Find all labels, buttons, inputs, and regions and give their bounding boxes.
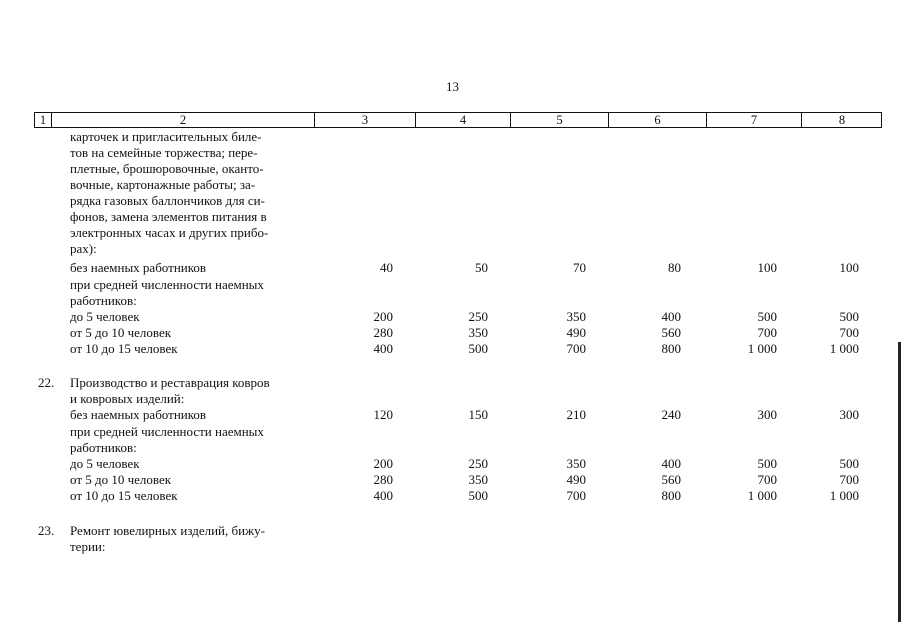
cell-col8: 700 <box>839 472 859 487</box>
row-label: до 5 человек <box>70 456 140 471</box>
cell-col6: 400 <box>661 456 681 471</box>
row-label-no-workers: без наемных работников <box>70 260 207 275</box>
cell-col6: 560 <box>661 472 681 487</box>
row-label-no-workers: без наемных работников <box>70 407 207 422</box>
cell-col7: 700 <box>757 472 777 487</box>
cell-col4: 150 <box>468 407 488 422</box>
description-line: вочные, картонажные работы; за- <box>70 177 256 192</box>
description-line: фонов, замена элементов питания в <box>70 209 267 224</box>
description-line: карточек и пригласительных биле- <box>70 129 262 144</box>
cell-col6: 240 <box>661 407 681 422</box>
item-number: 22. <box>38 375 55 390</box>
item-title: Ремонт ювелирных изделий, бижу- <box>70 523 265 538</box>
cell-col3: 280 <box>373 325 393 340</box>
avg-workers-label: при средней численности наемных <box>70 424 264 439</box>
column-header-8: 8 <box>838 113 846 127</box>
item-title: и ковровых изделий: <box>70 391 185 406</box>
description-line: тов на семейные торжества; пере- <box>70 145 258 160</box>
cell-col6: 400 <box>661 309 681 324</box>
cell-col8: 1 000 <box>829 488 859 503</box>
cell-col4: 250 <box>468 309 488 324</box>
cell-col5: 700 <box>566 488 586 503</box>
cell-col6: 560 <box>661 325 681 340</box>
cell-col7: 500 <box>757 309 777 324</box>
cell-col8: 700 <box>839 325 859 340</box>
row-label: от 10 до 15 человек <box>70 488 178 503</box>
row-label: от 5 до 10 человек <box>70 472 172 487</box>
description-line: плетные, брошюровочные, оканто- <box>70 161 264 176</box>
cell-col7: 100 <box>757 260 777 275</box>
description-line: рах): <box>70 241 97 256</box>
cell-col3: 40 <box>380 260 393 275</box>
column-header-2: 2 <box>179 113 187 127</box>
cell-col3: 280 <box>373 472 393 487</box>
cell-col3: 400 <box>373 341 393 356</box>
row-label: от 10 до 15 человек <box>70 341 178 356</box>
cell-col8: 500 <box>839 456 859 471</box>
cell-col8: 1 000 <box>829 341 859 356</box>
cell-col5: 490 <box>566 472 586 487</box>
cell-col7: 500 <box>757 456 777 471</box>
row-label: до 5 человек <box>70 309 140 324</box>
cell-col8: 500 <box>839 309 859 324</box>
cell-col7: 300 <box>757 407 777 422</box>
column-header-4: 4 <box>459 113 467 127</box>
column-header-7: 7 <box>750 113 758 127</box>
cell-col4: 350 <box>468 325 488 340</box>
column-header-1: 1 <box>39 113 47 127</box>
cell-col3: 400 <box>373 488 393 503</box>
avg-workers-label: при средней численности наемных <box>70 277 264 292</box>
cell-col8: 100 <box>839 260 859 275</box>
column-header-5: 5 <box>556 113 563 127</box>
description-line: электронных часах и других прибо- <box>70 225 269 240</box>
cell-col5: 350 <box>566 456 586 471</box>
cell-col3: 200 <box>373 309 393 324</box>
item-title: терии: <box>70 539 106 554</box>
description-line: рядка газовых баллончиков для си- <box>70 193 265 208</box>
avg-workers-label: работников: <box>70 293 137 308</box>
scan-edge-mark <box>898 342 901 622</box>
cell-col3: 200 <box>373 456 393 471</box>
cell-col5: 210 <box>566 407 586 422</box>
cell-col4: 500 <box>468 341 488 356</box>
cell-col6: 80 <box>668 260 681 275</box>
cell-col4: 250 <box>468 456 488 471</box>
cell-col5: 490 <box>566 325 586 340</box>
page-number: 13 <box>446 79 459 94</box>
cell-col5: 700 <box>566 341 586 356</box>
cell-col4: 350 <box>468 472 488 487</box>
cell-col7: 700 <box>757 325 777 340</box>
avg-workers-label: работников: <box>70 440 137 455</box>
cell-col4: 50 <box>475 260 488 275</box>
cell-col3: 120 <box>373 407 393 422</box>
item-number: 23. <box>38 523 55 538</box>
column-header-3: 3 <box>361 113 369 127</box>
cell-col6: 800 <box>661 341 681 356</box>
cell-col7: 1 000 <box>747 488 777 503</box>
column-header-6: 6 <box>654 113 661 127</box>
cell-col7: 1 000 <box>747 341 777 356</box>
cell-col5: 350 <box>566 309 586 324</box>
cell-col5: 70 <box>573 260 586 275</box>
cell-col6: 800 <box>661 488 681 503</box>
row-label: от 5 до 10 человек <box>70 325 172 340</box>
item-title: Производство и реставрация ковров <box>70 375 270 390</box>
cell-col4: 500 <box>468 488 488 503</box>
table-header-row <box>34 112 882 128</box>
cell-col8: 300 <box>839 407 859 422</box>
